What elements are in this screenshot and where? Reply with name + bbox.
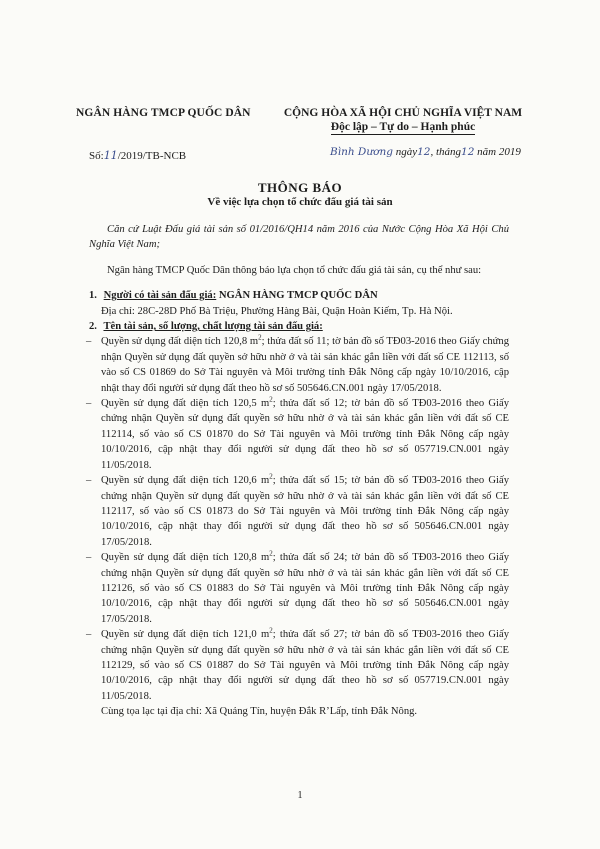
date-day-label: ngày — [395, 146, 418, 158]
issuer-name: NGÂN HÀNG TMCP QUỐC DÂN — [76, 107, 251, 119]
date-line: Bình Dương ngày12, tháng12 năm 2019 — [330, 146, 521, 158]
doc-number-handwritten: 11 — [103, 149, 118, 162]
section-2-heading — [89, 319, 509, 334]
asset-item: – Quyền sử dụng đất diện tích 120,8 $m^2$; thửa đất số 24; tờ bản đồ số TĐ03-2016 theo Giấy chứng nhận Quyền sử dụng đất quyền sở hữu nhờ ở và tài sản khác gắn liền với đất số CE 112126, số vào số CS 01883 do Sở Tài nguyên và Môi trường tỉnh Đắk Nông cấp ngày 10/10/2016, cập nhật thay đổi người sử dụng đất theo hồ sơ số 505646.CN.001 ngày 17/05/2018. — [86, 549, 509, 625]
page-number: 1 — [297, 790, 303, 801]
date-day-handwritten: 12 — [417, 146, 431, 158]
doc-number-prefix: Số: — [89, 150, 104, 162]
national-motto: Độc lập – Tự do – Hạnh phúc — [330, 121, 476, 133]
intro-paragraph: Ngân hàng TMCP Quốc Dân thông báo lựa chọn tổ chức đấu giá tài sản, cụ thể như sau: — [107, 264, 482, 276]
date-year: năm 2019 — [477, 146, 521, 158]
legal-basis: Căn cứ Luật Đấu giá tài sản số 01/2016/QH14 năm 2016 của Nước Cộng Hòa Xã Hội Chủ Nghĩa Việt Nam; — [89, 224, 509, 251]
section-2-number: 2. — [89, 321, 97, 333]
asset-item: – Quyền sử dụng đất diện tích 120,8 $m^2$; thửa đất số 11; tờ bản đồ số TĐ03-2016 theo Giấy chứng nhận Quyền sử dụng đất quyền sở hữu nhờ ở và tài sản khác gắn liền với đất số CE 112113, số vào số CS 01869 do Sở Tài nguyên và Môi trường tỉnh Đắk Nông cấp ngày 10/10/2016, cập nhật thay đổi người sử dụng đất theo hồ sơ số 505646.CN.001 ngày 17/05/2018. — [86, 333, 509, 394]
section-1-label: Người có tài sản đấu giá: — [103, 290, 217, 302]
section-1-value: NGÂN HÀNG TMCP QUỐC DÂN — [218, 290, 378, 302]
national-header — [258, 107, 548, 135]
section-1-number: 1. — [89, 290, 97, 302]
asset-item: – Quyền sử dụng đất diện tích 120,5 $m^2$; thửa đất số 12; tờ bản đồ số TĐ03-2016 theo Giấy chứng nhận Quyền sử dụng đất quyền sở hữu nhờ ở và tài sản khác gắn liền với đất số CE 112114, số vào số CS 01870 do Sở Tài nguyên và Môi trường tỉnh Đắk Nông cấp ngày 10/10/2016, cập nhật thay đổi người sử dụng đất theo hồ sơ số 057719.CN.001 ngày 11/05/2018. — [86, 395, 509, 471]
asset-item: – Quyền sử dụng đất diện tích 120,6 $m^2$; thửa đất số 15; tờ bản đồ số TĐ03-2016 theo Giấy chứng nhận Quyền sử dụng đất quyền sở hữu nhờ ở và tài sản khác gắn liền với đất số CE 112117, số vào số CS 01873 do Sở Tài nguyên và Môi trường tỉnh Đắk Nông cấp ngày 10/10/2016, cập nhật thay đổi người sử dụng đất theo hồ sơ số 505646.CN.001 ngày 17/05/2018. — [86, 472, 509, 548]
asset-item: – Quyền sử dụng đất diện tích 121,0 $m^2$; thửa đất số 27; tờ bản đồ số TĐ03-2016 theo Giấy chứng nhận Quyền sử dụng đất quyền sở hữu nhờ ở và tài sản khác gắn liền với đất số CE 112129, số vào số CS 01887 do Sở Tài nguyên và Môi trường tỉnh Đắk Nông cấp ngày 10/10/2016, cập nhật thay đổi người sử dụng đất theo hồ sơ số 057719.CN.001 ngày 11/05/2018. — [86, 626, 509, 702]
document-body — [86, 222, 509, 720]
section-1-heading — [89, 288, 509, 303]
document-title: THÔNG BÁO — [257, 180, 343, 195]
doc-number-suffix: /2019/TB-NCB — [117, 150, 187, 162]
asset-list — [86, 333, 509, 704]
date-month-handwritten: 12 — [461, 146, 475, 158]
section-2-label: Tên tài sản, số lượng, chất lượng tài sản đấu giá: — [103, 321, 323, 333]
date-month-label: tháng — [435, 146, 462, 158]
document-subtitle: Về việc lựa chọn tổ chức đấu giá tài sản — [207, 196, 393, 208]
nation-name: CỘNG HÒA XÃ HỘI CHỦ NGHĨA VIỆT NAM — [283, 107, 523, 119]
document-number — [89, 149, 186, 162]
section-1-address: Địa chỉ: 28C-28D Phố Bà Triệu, Phường Hàng Bài, Quận Hoàn Kiếm, Tp. Hà Nội. — [101, 305, 453, 317]
asset-location: Cùng tọa lạc tại địa chỉ: Xã Quảng Tín, huyện Đắk R’Lấp, tỉnh Đắk Nông. — [101, 706, 418, 718]
date-place-handwritten: Bình Dương — [330, 146, 393, 158]
